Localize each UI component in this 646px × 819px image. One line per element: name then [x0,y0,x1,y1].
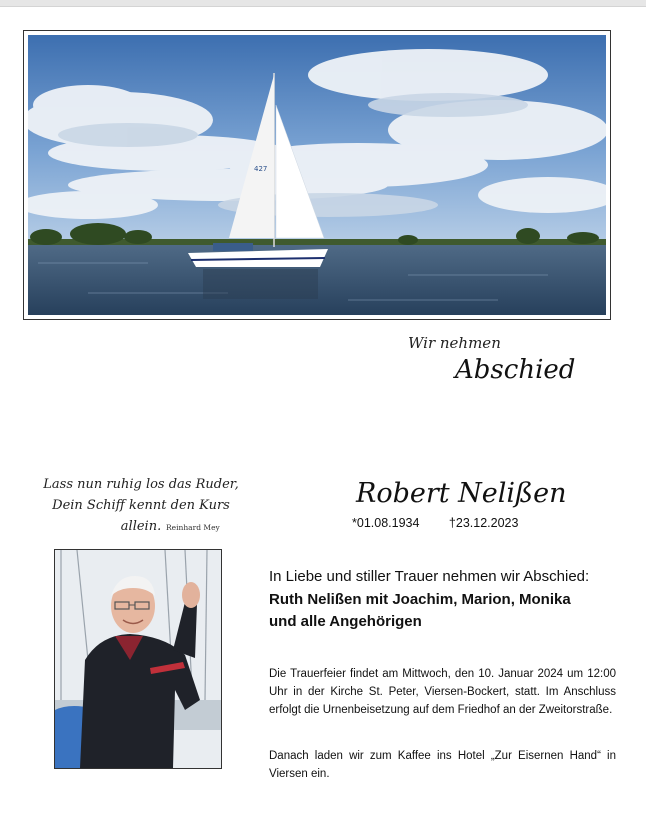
mourning-intro: In Liebe und stiller Trauer nehmen wir Abschied: [269,568,590,585]
life-dates [352,516,518,530]
family-names [269,589,619,633]
quote-line-1: Lass nun ruhig los das Ruder, [43,477,239,492]
sailboat-banner-photo [23,30,611,320]
funeral-details: Die Trauerfeier findet am Mittwoch, den 10. Januar 2024 um 12:00 Uhr in der Kirche St. Peter, Viersen-Bockert, statt. Im Anschluss erfolgt die Urnenbeisetzung auf dem Friedhof an der Zweitorstraße. [269,668,616,716]
heading-wir-nehmen: Wir nehmen [408,334,501,352]
quote-author: Reinhard Mey [166,523,220,532]
sailboat-illustration [28,35,606,315]
death-date: †23.12.2023 [448,516,519,530]
deceased-name: Robert Nelißen [356,478,567,509]
portrait-illustration [55,550,221,768]
top-bar [0,0,646,7]
family-line-1: Ruth Nelißen mit Joachim, Marion, Monika [269,591,571,608]
coffee-invitation: Danach laden wir zum Kaffee ins Hotel „Zur Eisernen Hand“ in Viersen ein. [269,750,616,780]
heading-abschied: Abschied [455,355,576,385]
sail-number: 427 [254,165,268,173]
family-line-2: und alle Angehörigen [269,613,422,630]
portrait-photo [54,549,222,769]
birth-date: *01.08.1934 [352,516,420,530]
quote-line-2: Dein Schiff kennt den Kurs allein. [52,498,230,534]
